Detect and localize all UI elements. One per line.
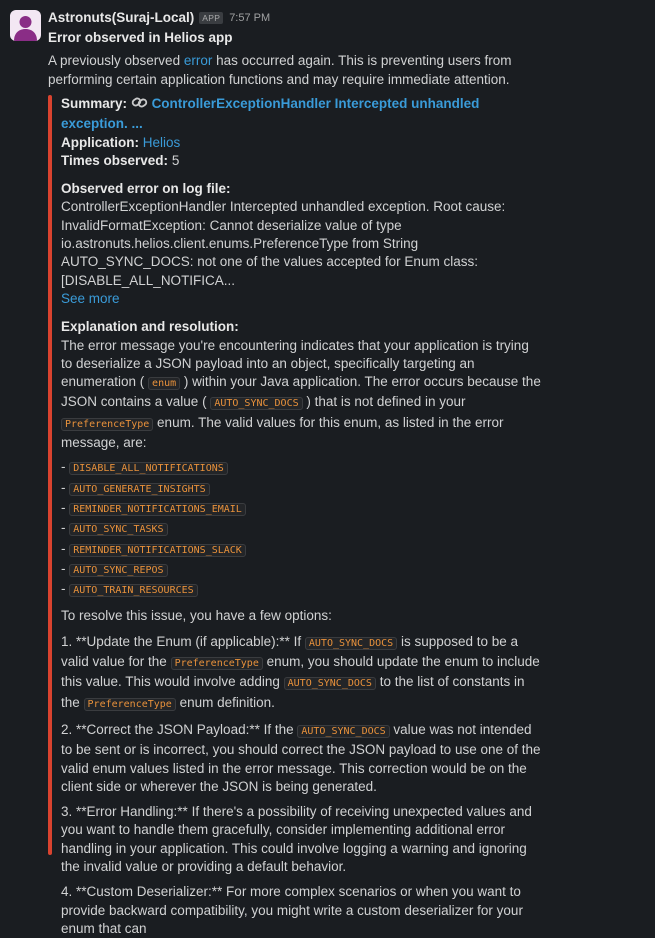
summary-row <box>61 95 543 134</box>
application-row <box>61 134 543 152</box>
list-item: - AUTO_GENERATE_INSIGHTS <box>61 479 543 499</box>
application-label: Application: <box>61 134 139 150</box>
log-heading: Observed error on log file: <box>61 181 231 197</box>
message-intro <box>48 52 543 89</box>
explanation-heading: Explanation and resolution: <box>61 319 239 335</box>
option-4: 4. **Custom Deserializer:** For more complex scenarios or when you want to provide backward compatibility, you might write a custom deserializer for your enum that can <box>61 884 523 936</box>
resolve-intro: To resolve this issue, you have a few options: <box>61 608 332 624</box>
bot-avatar[interactable] <box>10 10 41 41</box>
list-item: - AUTO_TRAIN_RESOURCES <box>61 580 543 600</box>
times-observed-label: Times observed: <box>61 152 169 168</box>
error-attachment <box>48 95 543 938</box>
see-more-link[interactable]: See more <box>61 290 120 306</box>
option-3: 3. **Error Handling:** If there's a possibility of receiving unexpected values and you want to handle them gracefully, consider implementing additional error handling in your application. This could involve logging a warning and ignoring the invalid value or providing a default behavior. <box>61 804 532 874</box>
times-observed-row <box>61 152 543 170</box>
intro-text-end: has occurred again. This is preventing users from performing certain application functions and may require immediate attention. <box>48 53 512 87</box>
option-1: 1. **Update the Enum (if applicable):** If AUTO_SYNC_DOCS is supposed to be a valid value for the PreferenceType enum, you should update the enum to include this value. This would involve adding AUTO_SYNC_DOCS to the list of constants in the PreferenceType enum definition. <box>61 633 540 710</box>
app-badge: APP <box>199 12 223 24</box>
user-silhouette-icon <box>10 10 41 41</box>
times-observed-value: 5 <box>171 152 180 168</box>
inline-code: enum <box>148 377 180 390</box>
enum-values-list <box>61 458 543 600</box>
log-text: ControllerExceptionHandler Intercepted unhandled exception. Root cause: InvalidFormatException: Cannot deserialize value of type io.astronuts.helios.client.enums.PreferenceType from String AUTO_SYNC_DOCS: not one of the values accepted for Enum class: [DISABLE_ALL_NOTIFICA... <box>61 199 506 288</box>
summary-label: Summary: <box>61 96 128 111</box>
intro-text: A previously observed <box>48 53 184 68</box>
explanation-paragraph: The error message you're encountering indicates that your application is trying to deserialize a JSON payload into an object, specifically targeting an enumeration ( enum ) within your Java application. The error occurs because the JSON contains a value ( AUTO_SYNC_DOCS ) that is not defined in your PreferenceType enum. The valid values for this enum, as listed in the error message, are: <box>61 337 541 451</box>
list-item: - REMINDER_NOTIFICATIONS_EMAIL <box>61 499 543 519</box>
message-header <box>48 8 543 27</box>
message-content <box>48 8 543 938</box>
attachment-accent-bar <box>48 95 52 855</box>
application-link[interactable]: Helios <box>142 134 181 150</box>
list-item: - AUTO_SYNC_REPOS <box>61 560 543 580</box>
link-icon <box>131 95 148 115</box>
summary-link[interactable]: ControllerExceptionHandler Intercepted unhandled exception. ... <box>61 96 480 132</box>
list-item: - REMINDER_NOTIFICATIONS_SLACK <box>61 540 543 560</box>
message-title: Error observed in Helios app <box>48 30 233 45</box>
timestamp[interactable]: 7:57 PM <box>229 11 271 24</box>
inline-code: PreferenceType <box>61 418 153 431</box>
list-item: - AUTO_SYNC_TASKS <box>61 519 543 539</box>
error-link[interactable]: error <box>183 53 213 68</box>
sender-name[interactable]: Astronuts(Suraj-Local) <box>48 10 195 25</box>
list-item: - DISABLE_ALL_NOTIFICATIONS <box>61 458 543 478</box>
inline-code: AUTO_SYNC_DOCS <box>210 397 302 410</box>
option-2: 2. **Correct the JSON Payload:** If the AUTO_SYNC_DOCS value was not intended to be sent or is incorrect, you should correct the JSON payload to use one of the valid enum values listed in the error message. This correction would be on the client side or wherever the JSON is being generated. <box>61 721 541 794</box>
